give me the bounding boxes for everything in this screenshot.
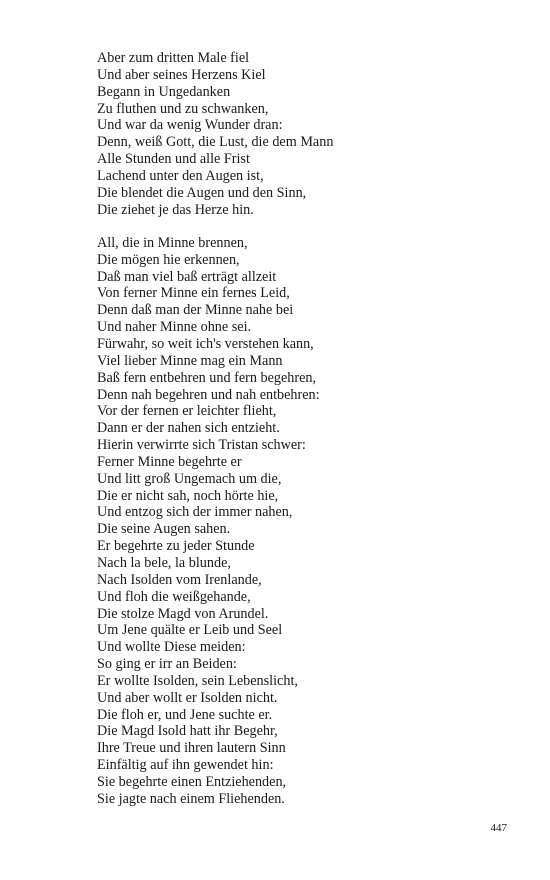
verse-line: Die floh er, und Jene suchte er. <box>97 706 273 723</box>
verse-line: Die seine Augen sahen. <box>97 521 231 538</box>
verse-line: Und aber seines Herzens Kiel <box>97 66 266 83</box>
verse-line: Vor der fernen er leichter flieht, <box>97 403 277 420</box>
verse-line: Die blendet die Augen und den Sinn, <box>97 184 307 201</box>
verse-line: Zu fluthen und zu schwanken, <box>97 100 269 117</box>
stanza-1 <box>97 50 497 218</box>
verse-line: Von ferner Minne ein fernes Leid, <box>97 285 290 302</box>
verse-line: Um Jene quälte er Leib und Seel <box>97 622 283 639</box>
verse-line: Aber zum dritten Male fiel <box>97 50 250 66</box>
verse-line: Fürwahr, so weit ich's verstehen kann, <box>97 336 314 352</box>
stanza-2 <box>97 235 497 808</box>
verse-line: Und floh die weißgehande, <box>97 588 251 605</box>
verse-line: Begann in Ungedanken <box>97 83 231 100</box>
verse-line: Und litt groß Ungemach um die, <box>97 470 282 487</box>
verse-line: So ging er irr an Beiden: <box>97 656 237 673</box>
poem-text <box>97 50 497 808</box>
verse-line: Daß man viel baß erträgt allzeit <box>97 268 277 285</box>
verse-line: Er begehrte zu jeder Stunde <box>97 538 255 555</box>
verse-line: Denn daß man der Minne nahe bei <box>97 302 294 319</box>
verse-line: Lachend unter den Augen ist, <box>97 167 264 184</box>
verse-line: Hierin verwirrte sich Tristan schwer: <box>97 437 306 454</box>
verse-line: Denn nah begehren und nah entbehren: <box>97 386 320 403</box>
verse-line: Die stolze Magd von Arundel. <box>97 605 269 622</box>
verse-line: Sie begehrte einen Entziehenden, <box>97 773 287 790</box>
page-number: 447 <box>490 822 507 834</box>
verse-line: Denn, weiß Gott, die Lust, die dem Mann <box>97 134 334 151</box>
verse-line: Und naher Minne ohne sei. <box>97 319 252 336</box>
verse-line: Baß fern entbehren und fern begehren, <box>97 369 317 386</box>
verse-line: Alle Stunden und alle Frist <box>97 151 250 168</box>
verse-line: Sie jagte nach einem Fliehenden. <box>97 790 285 807</box>
verse-line: Und aber wollt er Isolden nicht. <box>97 689 278 706</box>
verse-line: Ferner Minne begehrte er <box>97 453 242 470</box>
verse-line: Dann er der nahen sich entzieht. <box>97 420 280 437</box>
verse-line: Nach la bele, la blunde, <box>97 554 231 571</box>
verse-line: Und entzog sich der immer nahen, <box>97 504 293 521</box>
verse-line: Er wollte Isolden, sein Lebenslicht, <box>97 672 298 689</box>
verse-line: Die ziehet je das Herze hin. <box>97 201 254 218</box>
verse-line: Die Magd Isold hatt ihr Begehr, <box>97 723 278 740</box>
verse-line: Die mögen hie erkennen, <box>97 251 240 268</box>
verse-line: Und war da wenig Wunder dran: <box>97 117 283 134</box>
verse-line: All, die in Minne brennen, <box>97 234 248 251</box>
verse-line: Die er nicht sah, noch hörte hie, <box>97 487 279 504</box>
verse-line: Nach Isolden vom Irenlande, <box>97 571 262 588</box>
verse-line: Viel lieber Minne mag ein Mann <box>97 352 283 369</box>
verse-line: Und wollte Diese meiden: <box>97 639 246 656</box>
verse-line: Einfältig auf ihn gewendet hin: <box>97 757 274 774</box>
verse-line: Ihre Treue und ihren lautern Sinn <box>97 740 286 757</box>
